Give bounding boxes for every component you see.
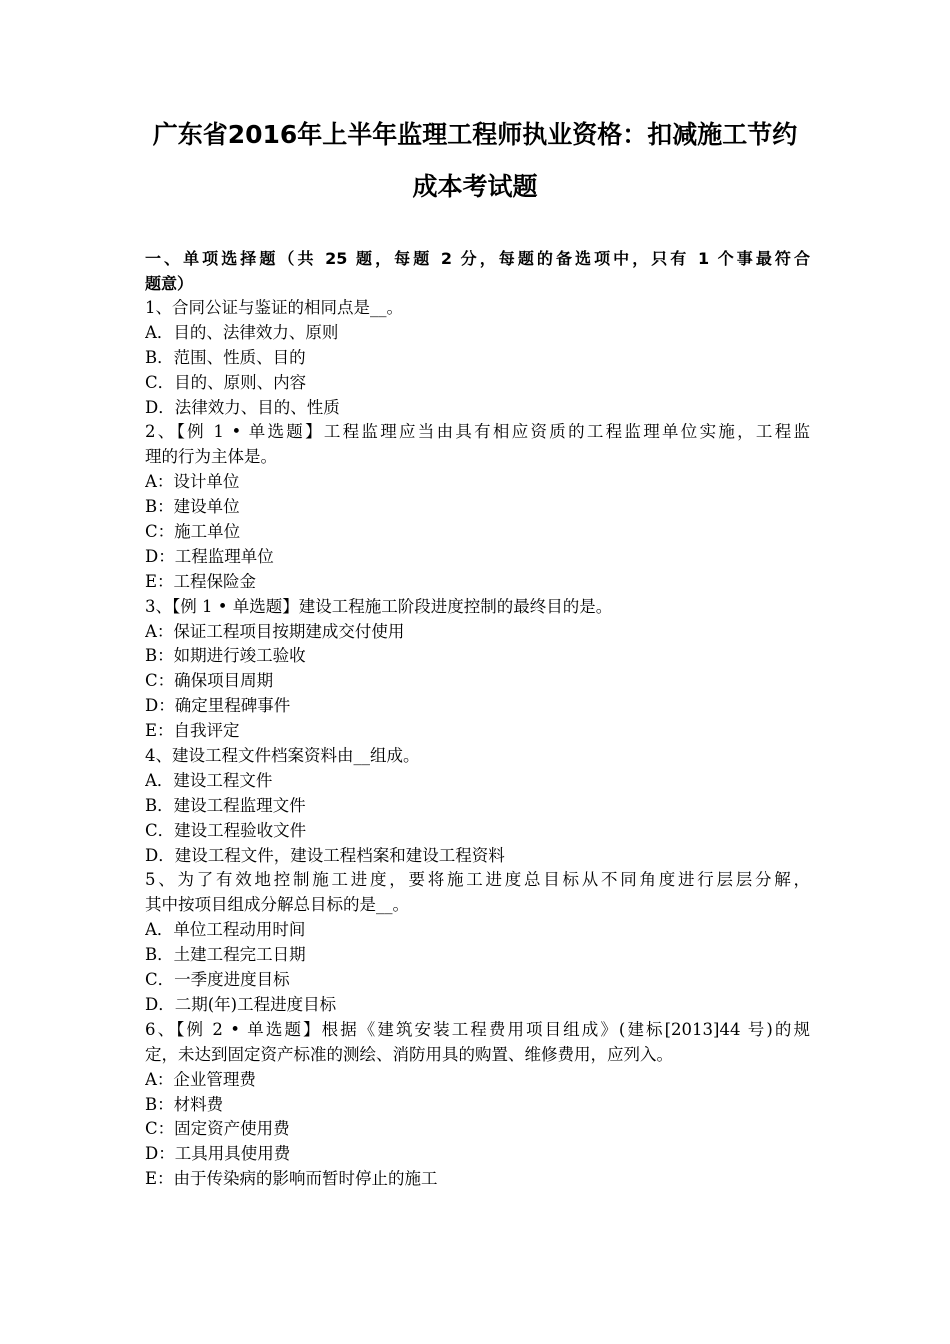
question-option: D：工具用具使用费 — [145, 1144, 291, 1164]
section-heading — [145, 246, 810, 296]
question-stem: 5、为了有效地控制施工进度，要将施工进度总目标从不同角度进行层层分解， — [145, 870, 810, 890]
question-stem: 其中按项目组成分解总目标的是__。 — [145, 895, 409, 915]
question-option: D．法律效力、目的、性质 — [145, 397, 340, 417]
question-option: A．建设工程文件 — [145, 770, 273, 790]
question-option: E：由于传染病的影响而暂时停止的施工 — [145, 1169, 438, 1189]
question-option: C．一季度进度目标 — [145, 970, 290, 990]
question-stem: 定，未达到固定资产标准的测绘、消防用具的购置、维修费用，应列入。 — [145, 1044, 673, 1064]
question-option: B．建设工程监理文件 — [145, 795, 306, 815]
question-option: A．目的、法律效力、原则 — [145, 322, 339, 342]
question-option: C．目的、原则、内容 — [145, 372, 307, 392]
question-stem: 6、【例 2 • 单选题】根据《建筑安装工程费用项目组成》(建标[2013]44 号)的规 — [145, 1019, 810, 1039]
question-option: D：确定里程碑事件 — [145, 696, 291, 716]
question-option: B．范围、性质、目的 — [145, 347, 306, 367]
question-option: B．土建工程完工日期 — [145, 945, 306, 965]
question-option: A：企业管理费 — [145, 1069, 256, 1089]
question-option: C．建设工程验收文件 — [145, 820, 307, 840]
question-stem: 理的行为主体是。 — [145, 447, 277, 467]
question-stem: 3、【例 1 • 单选题】建设工程施工阶段进度控制的最终目的是。 — [145, 596, 613, 616]
question-option: D：工程监理单位 — [145, 546, 274, 566]
question-option: A：设计单位 — [145, 472, 240, 492]
question-option: B：建设单位 — [145, 497, 240, 517]
document-title-line-1: 广东省2016年上半年监理工程师执业资格：扣减施工节约 — [152, 120, 798, 149]
question-option: A．单位工程动用时间 — [145, 920, 306, 940]
question-option: B：材料费 — [145, 1094, 224, 1114]
question-option: E：自我评定 — [145, 721, 240, 741]
question-option: C：确保项目周期 — [145, 671, 274, 691]
question-option: A：保证工程项目按期建成交付使用 — [145, 621, 405, 641]
question-option: C：施工单位 — [145, 522, 241, 542]
question-option: D．建设工程文件，建设工程档案和建设工程资料 — [145, 845, 505, 865]
question-list — [145, 296, 810, 1192]
document-title-line-2: 成本考试题 — [412, 172, 538, 201]
question-option: D．二期(年)工程进度目标 — [145, 994, 337, 1014]
question-stem: 1、合同公证与鉴证的相同点是__。 — [145, 298, 403, 317]
section-heading-line-1: 一、单项选择题（共 25 题，每题 2 分，每题的备选项中，只有 1 个事最符合 — [145, 249, 810, 268]
question-option: C：固定资产使用费 — [145, 1119, 290, 1139]
question-stem: 4、建设工程文件档案资料由__组成。 — [145, 746, 420, 766]
question-stem: 2、【例 1 • 单选题】工程监理应当由具有相应资质的工程监理单位实施，工程监 — [145, 422, 810, 442]
question-option: E：工程保险金 — [145, 571, 257, 591]
section-heading-line-2: 题意） — [145, 274, 194, 293]
question-option: B：如期进行竣工验收 — [145, 646, 306, 666]
